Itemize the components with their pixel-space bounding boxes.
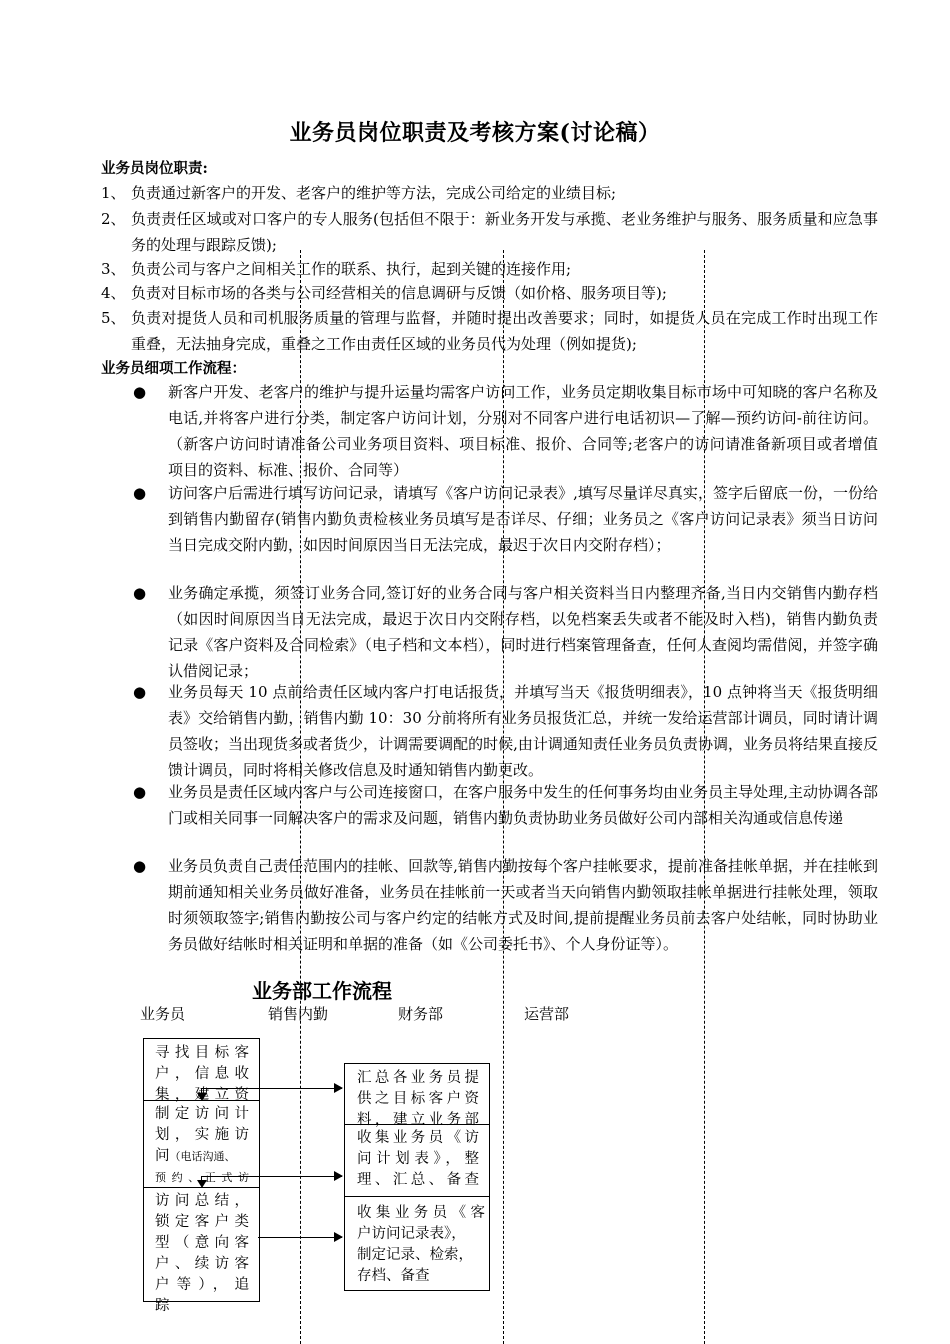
- text-line: 问: [155, 1148, 170, 1164]
- text-line: 户、续访客: [155, 1256, 249, 1272]
- bullet-icon: ●: [133, 383, 147, 401]
- dept-label-salesman: 业务员: [140, 1005, 186, 1023]
- duty-num-1: 1、: [101, 184, 126, 202]
- text-line: [155, 1146, 249, 1167]
- text-line: 户，信息收: [155, 1066, 249, 1082]
- process-item-1: 新客户开发、老客户的维护与提升运量均需客户访问工作，业务员定期收集目标市场中可知晓的客户名称及电话,并将客户进行分类，制定客户访问计划，分别对不同客户进行电话初识—了解—预约访问-前往访问。（新客户访问时请准备公司业务项目资料、项目标准、报价、合同等;老客户的访问请准备新项目或者增值项目的资料、标准、报价、合同等）: [168, 383, 878, 479]
- step-visit-plan: [155, 1104, 249, 1186]
- bullet-icon: ●: [133, 484, 147, 502]
- step-collect-visit-plan: [357, 1128, 479, 1194]
- duties-heading: 业务员岗位职责:: [101, 160, 208, 177]
- step-find-clients: [155, 1043, 249, 1103]
- text-line: 制定记录、检索，: [357, 1247, 473, 1263]
- flow-arrow: [201, 1088, 342, 1089]
- duty-item-2: 负责责任区域或对口客户的专人服务(包括但不限于：新业务开发与承揽、老业务维护与服务、服务质量和应急事务的处理与跟踪反馈);: [131, 210, 878, 254]
- process-heading: 业务员细项工作流程：: [101, 360, 246, 377]
- duty-item-5: 负责对提货人员和司机服务质量的管理与监督，并随时提出改善要求；同时，如提货人员在完成工作时出现工作重叠，无法抽身完成，重叠之工作由责任区域的业务员代为处理（例如提货);: [131, 309, 878, 353]
- page-title: 业务员岗位职责及考核方案(讨论稿）: [289, 120, 661, 146]
- process-item-5: 业务员是责任区域内客户与公司连接窗口，在客户服务中发生的任何事务均由业务员主导处理,主动协调各部门或相关同事一同解决客户的需求及问题，销售内勤负责协助业务员做好公司内部相关沟通或信息传递: [168, 783, 878, 827]
- text-line: 制定访问计: [155, 1106, 249, 1122]
- dept-label-operations: 运营部: [524, 1005, 570, 1023]
- flowchart-title: 业务部工作流程: [252, 979, 392, 1003]
- text-line: 收集业务员《客: [357, 1205, 485, 1221]
- bullet-icon: ●: [133, 683, 147, 701]
- box-divider: [344, 1196, 490, 1197]
- text-line: 汇总各业务员提: [357, 1070, 479, 1086]
- text-line: 访问总结，: [155, 1193, 249, 1209]
- text-line: 料，建立业务部: [357, 1112, 479, 1128]
- step-collect-visit-record: [357, 1203, 485, 1287]
- process-item-2: 访问客户后需进行填写访问记录，请填写《客户访问记录表》,填写尽量详尽真实，签字后留底一份，一份给到销售内勤留存(销售内勤负责检核业务员填写是否详尽、仔细；业务员之《客户访问记录表》须当日访问当日完成交附内勤，如因时间原因当日无法完成，最迟于次日内交附存档）；: [168, 484, 878, 554]
- bullet-icon: ●: [133, 857, 147, 875]
- note-line: （电话沟通、: [169, 1150, 236, 1163]
- duty-item-1: 负责通过新客户的开发、老客户的维护等方法，完成公司给定的业绩目标;: [131, 184, 617, 202]
- flow-arrow: [201, 1176, 342, 1177]
- text-line: 寻找目标客: [155, 1045, 249, 1061]
- note-line: 预约、正式访: [155, 1171, 249, 1184]
- text-line: 收集业务员《访: [357, 1130, 479, 1146]
- bullet-icon: ●: [133, 783, 147, 801]
- flow-arrow-down: [201, 1088, 202, 1099]
- text-line: 问计划表》，整: [357, 1151, 479, 1167]
- duty-num-5: 5、: [101, 309, 126, 327]
- flow-arrow: [258, 1237, 342, 1238]
- text-line: 存档、备查: [357, 1268, 430, 1284]
- text-line: 户等），追: [155, 1277, 249, 1293]
- step-summarize-clients: [357, 1068, 479, 1128]
- duty-item-3: 负责公司与客户之间相关工作的联系、执行，起到关键的连接作用;: [131, 260, 572, 278]
- duty-num-2: 2、: [101, 210, 126, 228]
- duty-num-4: 4、: [101, 284, 126, 302]
- text-line: 划，实施访: [155, 1127, 249, 1143]
- flow-arrow-down: [201, 1176, 202, 1186]
- text-line: 供之目标客户资: [357, 1091, 479, 1107]
- process-item-6: 业务员负责自己责任范围内的挂帐、回款等,销售内勤按每个客户挂帐要求，提前准备挂帐单据，并在挂帐到期前通知相关业务员做好准备，业务员在挂帐前一天或者当天向销售内勤领取挂帐单据进行挂帐处理，领取时须领取签字;销售内勤按公司与客户约定的结帐方式及时间,提前提醒业务员前去客户处结帐，同时协助业务员做好结帐时相关证明和单据的准备（如《公司委托书》、个人身份证等）。: [168, 857, 878, 953]
- process-item-3: 业务确定承揽，须签订业务合同,签订好的业务合同与客户相关资料当日内整理齐备,当日内交销售内勤存档（如因时间原因当日无法完成，最迟于次日内交附存档，以免档案丢失或者不能及时入档)，销售内勤负责记录《客户资料及合同检索》（电子档和文本档），同时进行档案管理备查，任何人查阅均需借阅，并签字确认借阅记录；: [168, 584, 878, 680]
- text-line: 理、汇总、备查: [357, 1172, 479, 1188]
- dept-label-sales-assistant: 销售内勤: [268, 1005, 329, 1023]
- text-line: 型（意向客: [155, 1235, 249, 1251]
- text-line: 踪: [155, 1298, 170, 1314]
- step-visit-summary: [155, 1191, 249, 1314]
- duty-num-3: 3、: [101, 260, 126, 278]
- process-item-4: 业务员每天 10 点前给责任区域内客户打电话报货，并填写当天《报货明细表》，10 点钟将当天《报货明细表》交给销售内勤，销售内勤 10：30 分前将所有业务员报货汇总，并统一发给运营部计调员，同时请计调员签收；当出现货多或者货少，计调需要调配的时候,由计调通知责任业务员负责协调，业务员将结果直接反馈计调员，同时将相关修改信息及时通知销售内勤更改。: [168, 683, 878, 779]
- text-line: 户访问记录表》，: [357, 1226, 466, 1242]
- dept-label-finance: 财务部: [398, 1005, 444, 1023]
- text-line: 集，建立资: [155, 1087, 249, 1103]
- duty-item-4: 负责对目标市场的各类与公司经营相关的信息调研与反馈（如价格、服务项目等);: [131, 284, 667, 302]
- bullet-icon: ●: [133, 584, 147, 602]
- text-line: 锁定客户类: [155, 1214, 249, 1230]
